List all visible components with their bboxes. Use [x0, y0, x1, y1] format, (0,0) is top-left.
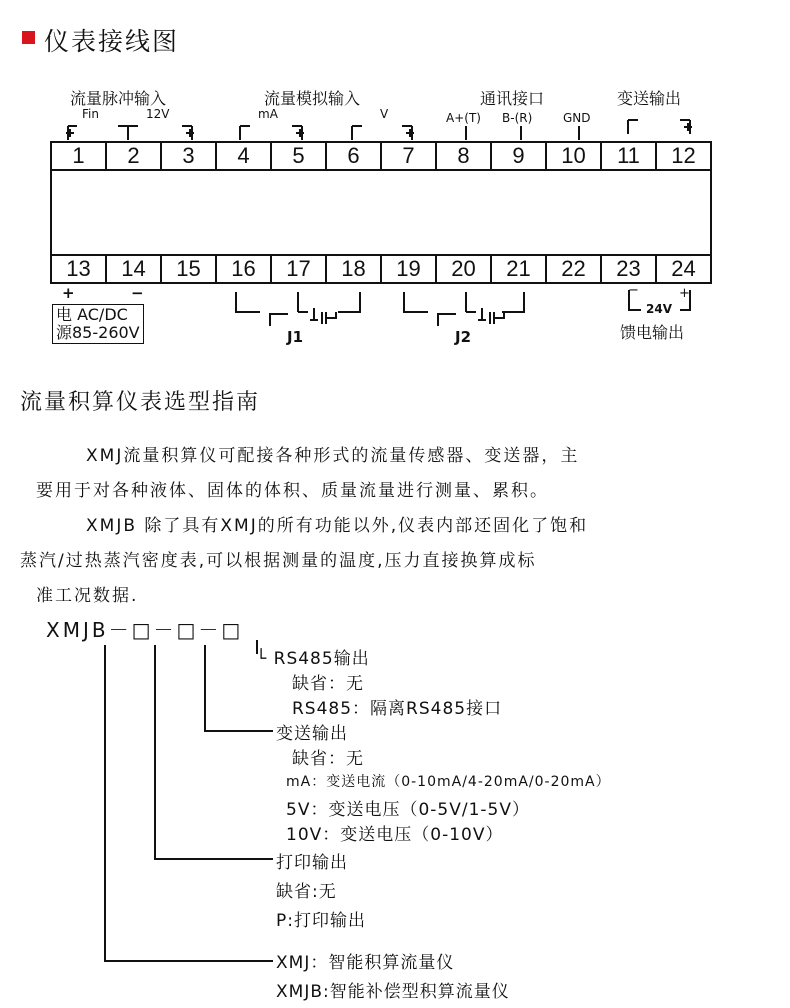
label-gnd: GND: [563, 111, 591, 125]
top-terminal: 6: [327, 143, 382, 169]
power-plus: +: [62, 284, 75, 302]
bottom-terminal: 19: [382, 256, 437, 282]
top-terminal: 10: [547, 143, 602, 169]
bottom-terminal-row: [52, 254, 710, 282]
relay-j2-label: J2: [455, 328, 472, 346]
top-terminal-row: [52, 143, 710, 171]
label-ma: mA: [258, 107, 278, 121]
paragraph-2-line-1: XMJB 除了具有XMJ的所有功能以外,仪表内部还固化了饱和: [86, 516, 589, 536]
print-default: 缺省:无: [276, 882, 337, 902]
print-heading: 打印输出: [276, 853, 348, 873]
feed-voltage: 24V: [646, 302, 672, 316]
label-b-minus: B-(R): [502, 111, 533, 125]
top-terminal: 5: [272, 143, 327, 169]
group-comm-interface: 通讯接口: [480, 89, 545, 108]
top-terminal: 11: [602, 143, 657, 169]
relay-j1-label: J1: [287, 328, 304, 346]
top-terminal: 8: [437, 143, 492, 169]
transmit-heading: 变送输出: [276, 724, 348, 744]
label-a-plus: A+(T): [446, 111, 481, 125]
model-code: XMJB－□－□－□: [46, 618, 244, 642]
power-minus: −: [131, 284, 144, 302]
bottom-terminal: 13: [52, 256, 107, 282]
rs485-option: RS485：隔离RS485接口: [292, 699, 503, 719]
transmit-ma: mA：变送电流（0-10mA/4-20mA/0-20mA）: [286, 774, 611, 790]
top-terminal: 1: [52, 143, 107, 169]
transmit-10v: 10V：变送电压（0-10V）: [286, 825, 504, 845]
bottom-terminal: 23: [602, 256, 657, 282]
bottom-terminal: 16: [217, 256, 272, 282]
terminal-block: [50, 141, 712, 284]
rs485-heading: └ RS485输出: [256, 649, 370, 669]
feed-plus: +: [679, 286, 690, 301]
feed-output-label: 馈电输出: [620, 323, 685, 342]
top-terminal: 12: [671, 143, 696, 168]
top-terminal: 2: [107, 143, 162, 169]
bottom-terminal: 22: [547, 256, 602, 282]
group-transmit-output: 变送输出: [617, 89, 682, 108]
bottom-terminal: 20: [437, 256, 492, 282]
type-xmjb: XMJB:智能补偿型积算流量仪: [276, 982, 510, 1002]
bottom-terminal: 18: [327, 256, 382, 282]
type-xmj: XMJ：智能积算流量仪: [276, 953, 455, 973]
feed-minus: −: [628, 283, 639, 298]
paragraph-1-line-2: 要用于对各种液体、固体的体积、质量流量进行测量、累积。: [36, 481, 549, 501]
bottom-terminal: 15: [162, 256, 217, 282]
top-terminal: 4: [217, 143, 272, 169]
power-line2: 源85-260V: [56, 323, 140, 342]
paragraph-1-line-1: XMJ流量积算仪可配接各种形式的流量传感器、变送器，主: [86, 446, 580, 466]
bottom-terminal: 21: [492, 256, 547, 282]
paragraph-2-line-3: 准工况数据.: [36, 586, 139, 606]
page-title: 仪表接线图: [44, 27, 180, 56]
bottom-terminal: 14: [107, 256, 162, 282]
top-terminal: 9: [492, 143, 547, 169]
group-analog-input: 流量模拟输入: [264, 89, 361, 108]
bottom-terminal: 24: [671, 256, 696, 281]
label-12v: 12V: [146, 107, 170, 121]
label-v: V: [380, 107, 389, 121]
power-line1: 电 AC/DC: [56, 305, 128, 324]
rs485-default: 缺省：无: [292, 674, 364, 694]
print-option: P:打印输出: [276, 911, 366, 931]
label-fin: Fin: [82, 107, 99, 121]
bottom-terminal: 17: [272, 256, 327, 282]
transmit-default: 缺省：无: [292, 749, 364, 769]
paragraph-2-line-2: 蒸汽/过热蒸汽密度表,可以根据测量的温度,压力直接换算成标: [20, 551, 537, 571]
section-title: 流量积算仪表选型指南: [20, 390, 261, 415]
group-pulse-input: 流量脉冲输入: [70, 89, 167, 108]
top-terminal: 3: [162, 143, 217, 169]
power-label-box: [52, 304, 144, 344]
top-terminal: 7: [382, 143, 437, 169]
transmit-5v: 5V：变送电压（0-5V/1-5V）: [286, 800, 530, 820]
